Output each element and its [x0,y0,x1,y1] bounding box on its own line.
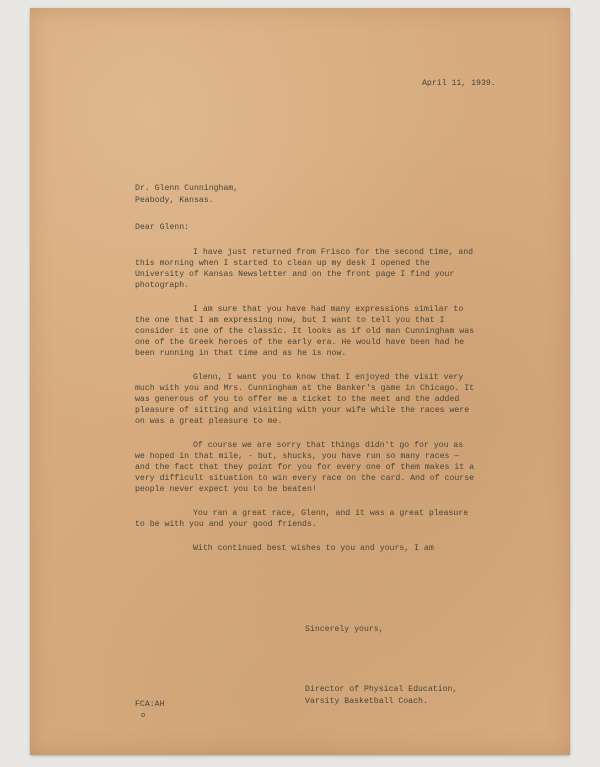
salutation: Dear Glenn: [135,223,190,232]
typist-initials: FCA:AH [135,700,165,709]
stray-typewriter-mark: o [141,712,146,720]
paragraph-1: I have just returned from Frisco for the second time, and this morning when I started to clean up my desk I opened the University of Kansas Newsletter and on the front page I find your photograph. [135,248,474,290]
signature-title-line-1: Director of Physical Education, [305,685,458,694]
letter-body [135,247,476,567]
recipient-city: Peabody, Kansas. [135,196,214,205]
closing-phrase: Sincerely yours, [305,625,384,634]
paragraph-2: I am sure that you have had many expressions similar to the one that I am expressing now, but I want to tell you that I consider it one of the classic. It looks as if old man Cunningham was one of the Greek heroes of the early era. He would have been had he been running in that time and as he is now. [135,305,475,358]
paragraph-3: Glenn, I want you to know that I enjoyed the visit very much with you and Mrs. Cunningham at the Banker's game in Chicago. It was generous of you to offer me a ticket to the meet and the added pleasure of sitting and visiting with your wife while the races were on was a great pleasure to me. [135,373,475,426]
paragraph-4: Of course we are sorry that things didn't go for you as we hoped in that mile, - but, shucks, you have run so many races — and the fact that they point for you for every one of them makes it a very difficult situation to win every race on the card. And of course people never expect you to be beaten! [135,441,475,494]
signature-block [305,684,457,708]
signature-title-line-2: Varsity Basketball Coach. [305,697,428,706]
recipient-name: Dr. Glenn Cunningham, [135,184,239,193]
paragraph-6: With continued best wishes to you and yours, I am [193,544,434,553]
paragraph-5: You ran a great race, Glenn, and it was a great pleasure to be with you and your good friends. [135,509,469,529]
recipient-address [135,183,238,207]
letter-date: April 11, 1939. [422,79,496,88]
letter-paper [30,8,570,755]
